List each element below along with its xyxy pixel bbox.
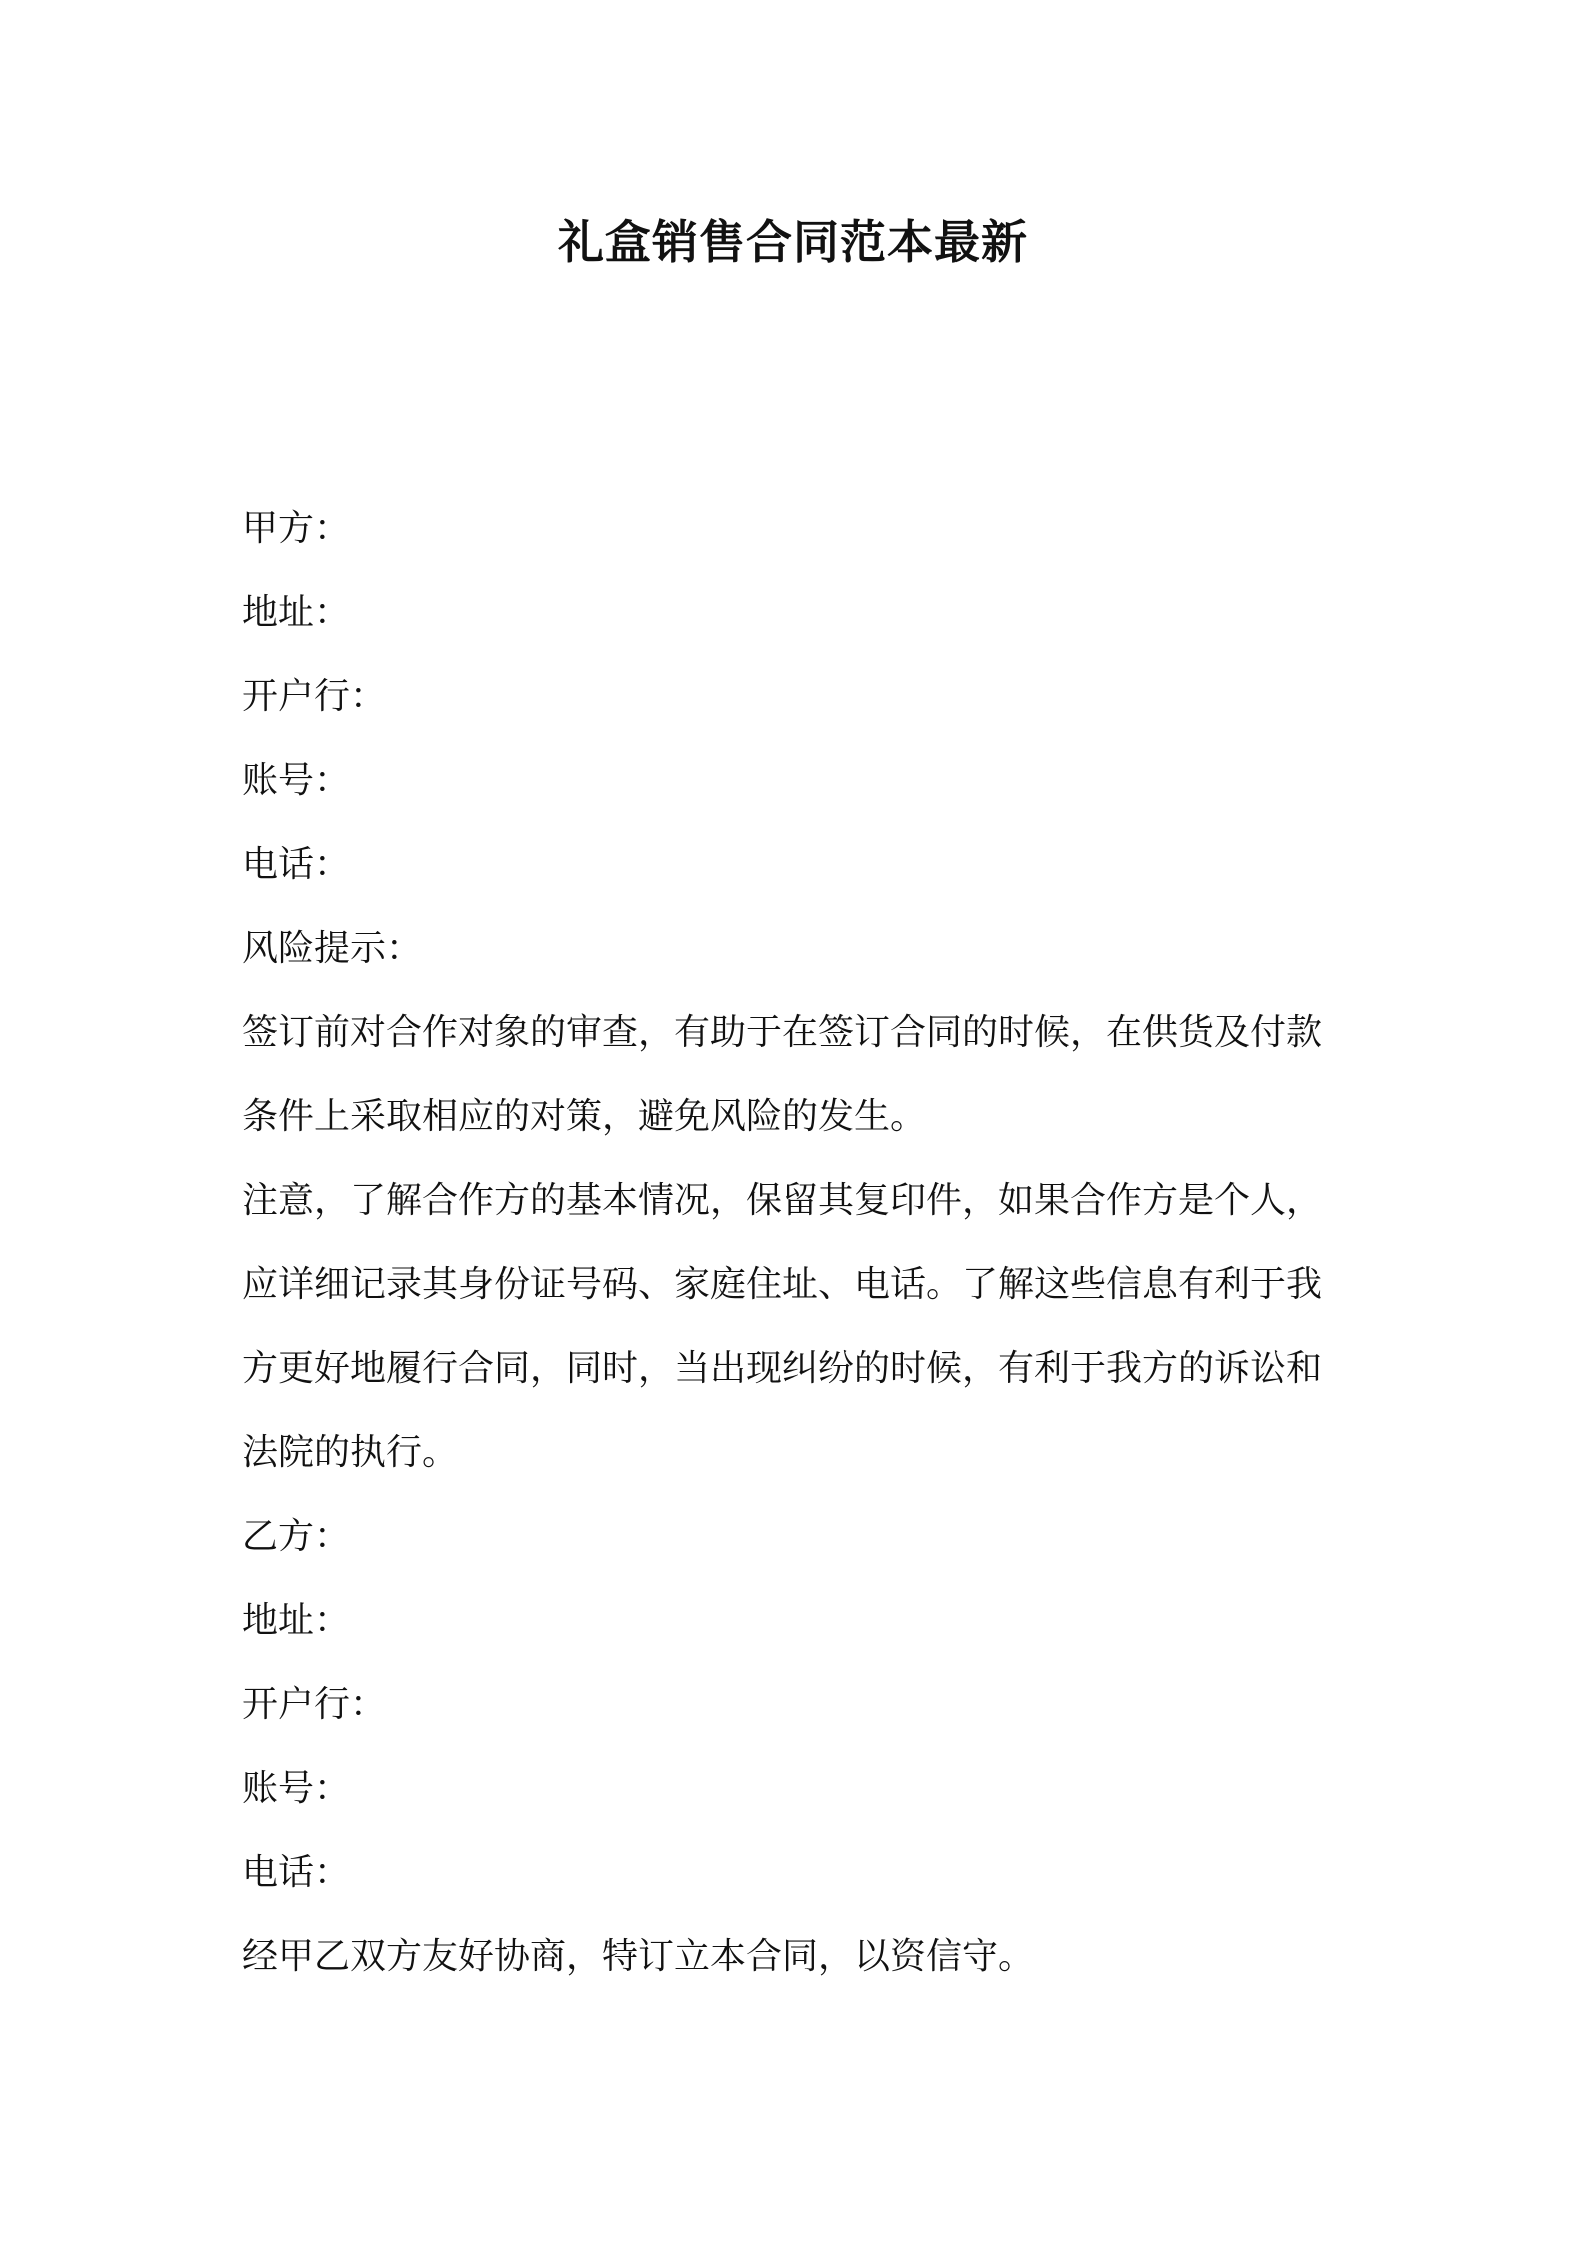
party-b-phone-label: 电话：: [242, 1852, 351, 1893]
party-b-account-label: 账号：: [242, 1768, 351, 1809]
paragraph-line: 条件上采取相应的对策，避免风险的发生。: [242, 1096, 927, 1137]
paragraph-line: 签订前对合作对象的审查，有助于在签订合同的时候，在供货及付款: [242, 1012, 1323, 1053]
risk-notice-heading: 风险提示：: [242, 928, 423, 969]
paragraph-line: 方更好地履行合同，同时，当出现纠纷的时候，有利于我方的诉讼和: [242, 1348, 1323, 1389]
party-b-label: 乙方：: [242, 1516, 351, 1557]
party-b-bank-label: 开户行：: [242, 1684, 387, 1725]
party-b-address-label: 地址：: [242, 1600, 351, 1641]
party-a-phone-label: 电话：: [242, 844, 351, 885]
party-a-account-label: 账号：: [242, 760, 351, 801]
document-body: [242, 487, 1362, 1999]
agreement-statement: 经甲乙双方友好协商，特订立本合同，以资信守。: [242, 1936, 1035, 1977]
paragraph-line: 法院的执行。: [242, 1432, 459, 1473]
paragraph-line: 注意，了解合作方的基本情况，保留其复印件，如果合作方是个人，: [242, 1180, 1323, 1221]
document-title: 礼盒销售合同范本最新: [558, 215, 1028, 269]
party-a-bank-label: 开户行：: [242, 676, 387, 717]
paragraph-line: 应详细记录其身份证号码、家庭住址、电话。了解这些信息有利于我: [242, 1264, 1323, 1305]
party-a-address-label: 地址：: [242, 592, 351, 633]
party-a-label: 甲方：: [242, 508, 351, 549]
